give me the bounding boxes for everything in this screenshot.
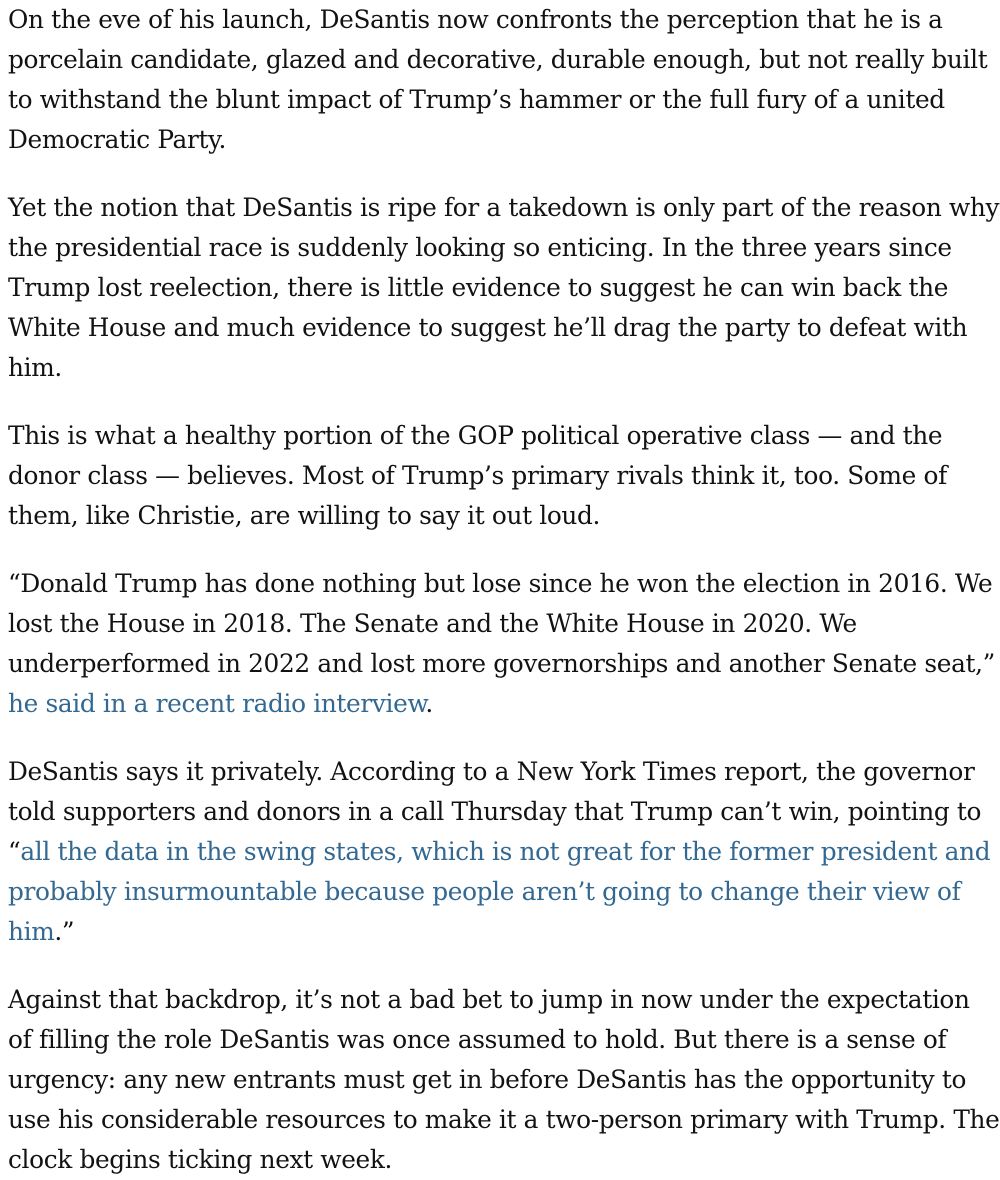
swing-states-quote-link[interactable]: all the data in the swing states, which is not great for the former president and probably insurmountable because people aren’t going to change their view of him — [8, 837, 991, 946]
paragraph-5 — [8, 752, 1000, 952]
quote-end: .” — [54, 917, 75, 946]
paragraph-1: On the eve of his launch, DeSantis now confronts the perception that he is a porcelain candidate, glazed and decorative, durable enough, but not really built to withstand the blunt impact of Trump’s hammer or the full fury of a united Democratic Party. — [8, 5, 988, 154]
quote-text: “Donald Trump has done nothing but lose since he won the election in 2016. We lost the House in 2018. The Senate and the White House in 2020. We underperformed in 2022 and lost more governorships and another Senate seat,” — [8, 569, 995, 678]
intro-text: DeSantis says it privately. According to a New York Times report, the governor told supporters and donors in a call Thursday that Trump can’t win, pointing to “ — [8, 757, 982, 866]
paragraph-4 — [8, 564, 1000, 724]
paragraph-6: Against that backdrop, it’s not a bad bet to jump in now under the expectation of filling the role DeSantis was once assumed to hold. But there is a sense of urgency: any new entrants must get in before DeSantis has the opportunity to use his considerable resources to make it a two-person primary with Trump. The clock begins ticking next week. — [8, 985, 1000, 1174]
quote-end: . — [425, 689, 433, 718]
paragraph-2: Yet the notion that DeSantis is ripe for a takedown is only part of the reason why the presidential race is suddenly looking so enticing. In the three years since Trump lost reelection, there is little evidence to suggest he can win back the White House and much evidence to suggest he’ll drag the party to defeat with him. — [8, 193, 1000, 382]
radio-interview-link[interactable]: he said in a recent radio interview — [8, 689, 426, 718]
paragraph-3: This is what a healthy portion of the GOP political operative class — and the donor class — believes. Most of Trump’s primary rivals think it, too. Some of them, like Christie, are willing to say it out loud. — [8, 421, 947, 530]
